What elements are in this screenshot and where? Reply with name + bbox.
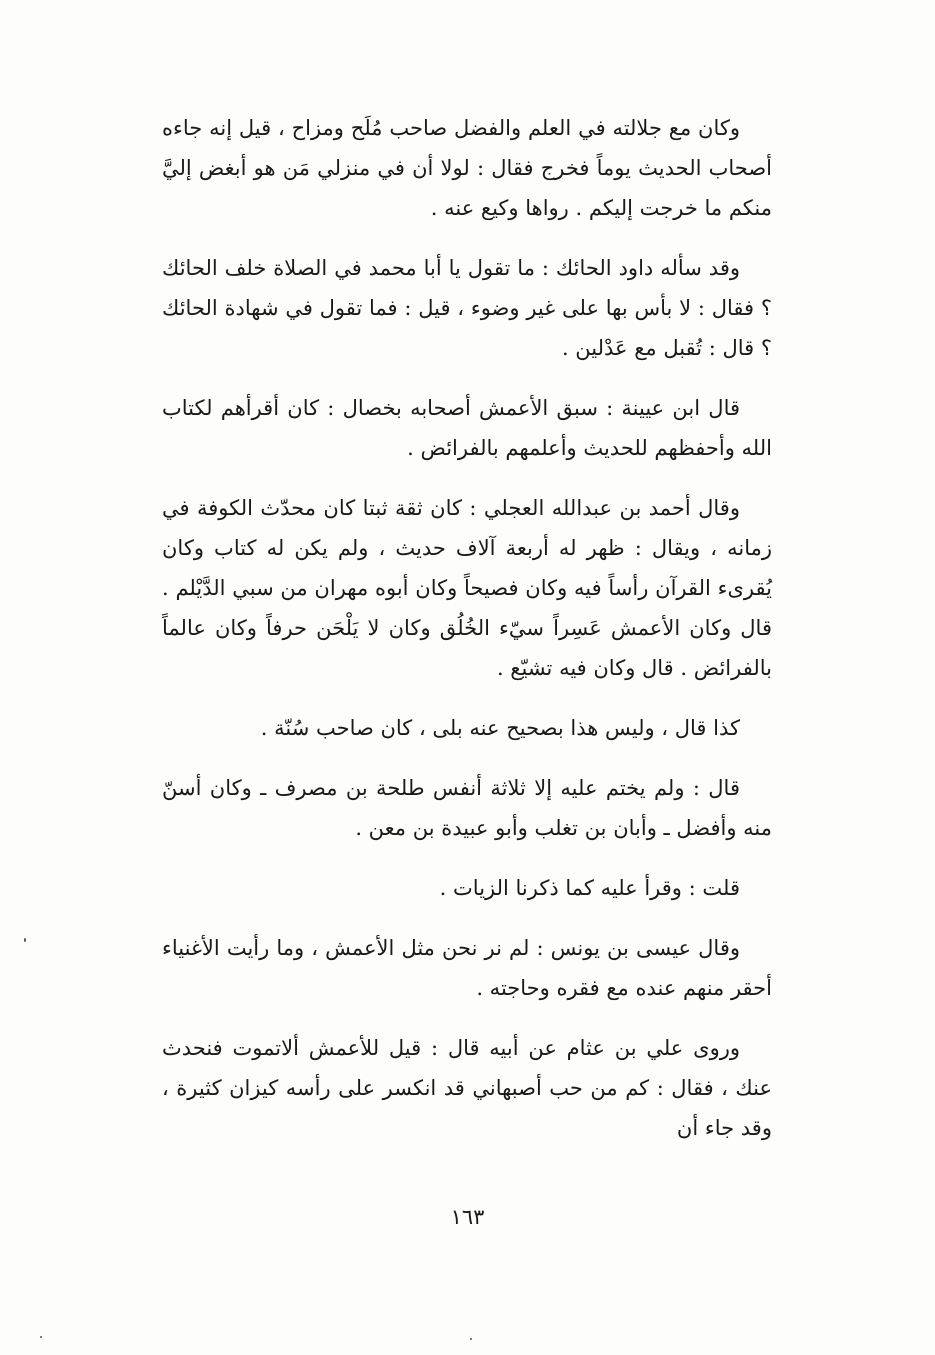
paragraph-1: وكان مع جلالته في العلم والفضل صاحب مُلَح ومزاح ، قيل إنه جاءه أصحاب الحديث يوماً فخرج فقال : لولا أن في منزلي مَن هو أبغض إليَّ منكم ما خرجت إليكم . رواها وكيع عنه . — [162, 116, 772, 220]
paragraph-9: وروى علي بن عثام عن أبيه قال : قيل للأعمش ألاتموت فنحدث عنك ، فقال : كم من حب أصبهاني قد انكسر على رأسه كيزان كثيرة ، وقد جاء أن — [162, 1036, 772, 1140]
paragraph-6: قال : ولم يختم عليه إلا ثلاثة أنفس طلحة بن مصرف ـ وكان أسنّ منه وأفضل ـ وأبان بن تغلب وأبو عبيدة بن معن . — [162, 776, 772, 840]
paragraph-2: وقد سأله داود الحائك : ما تقول يا أبا محمد في الصلاة خلف الحائك ؟ فقال : لا بأس بها على غير وضوء ، قيل : فما تقول في شهادة الحائك ؟ قال : تُقبل مع عَدْلين . — [162, 256, 772, 360]
scan-speck — [470, 1338, 472, 1340]
paragraph-3: قال ابن عيينة : سبق الأعمش أصحابه بخصال : كان أقرأهم لكتاب الله وأحفظهم للحديث وأعلمهم بالفرائض . — [162, 396, 772, 460]
paragraph-5: كذا قال ، وليس هذا بصحيح عنه بلى ، كان صاحب سُنّة . — [260, 716, 740, 740]
paragraph-8: وقال عيسى بن يونس : لم نر نحن مثل الأعمش ، وما رأيت الأغنياء أحقر منهم عنده مع فقره وحاجته . — [162, 936, 772, 1000]
paragraph-7: قلت : وقرأ عليه كما ذكرنا الزيات . — [439, 876, 740, 900]
scan-speck — [24, 938, 26, 942]
scan-speck — [40, 1336, 42, 1338]
paragraph-4: وقال أحمد بن عبدالله العجلي : كان ثقة ثبتا كان محدّث الكوفة في زمانه ، ويقال : ظهر له أربعة آلاف حديث ، ولم يكن له كتاب وكان يُقرىء القرآن رأساً فيه وكان فصيحاً وكان أبوه مهران من سبي الدَّيْلم . قال وكان الأعمش عَسِراً سيّء الخُلُق وكان لا يَلْحَن حرفاً وكان عالماً بالفرائض . قال وكان فيه تشيّع . — [162, 496, 772, 680]
body-text — [162, 108, 772, 1168]
page-number: ١٦٣ — [450, 1205, 485, 1229]
